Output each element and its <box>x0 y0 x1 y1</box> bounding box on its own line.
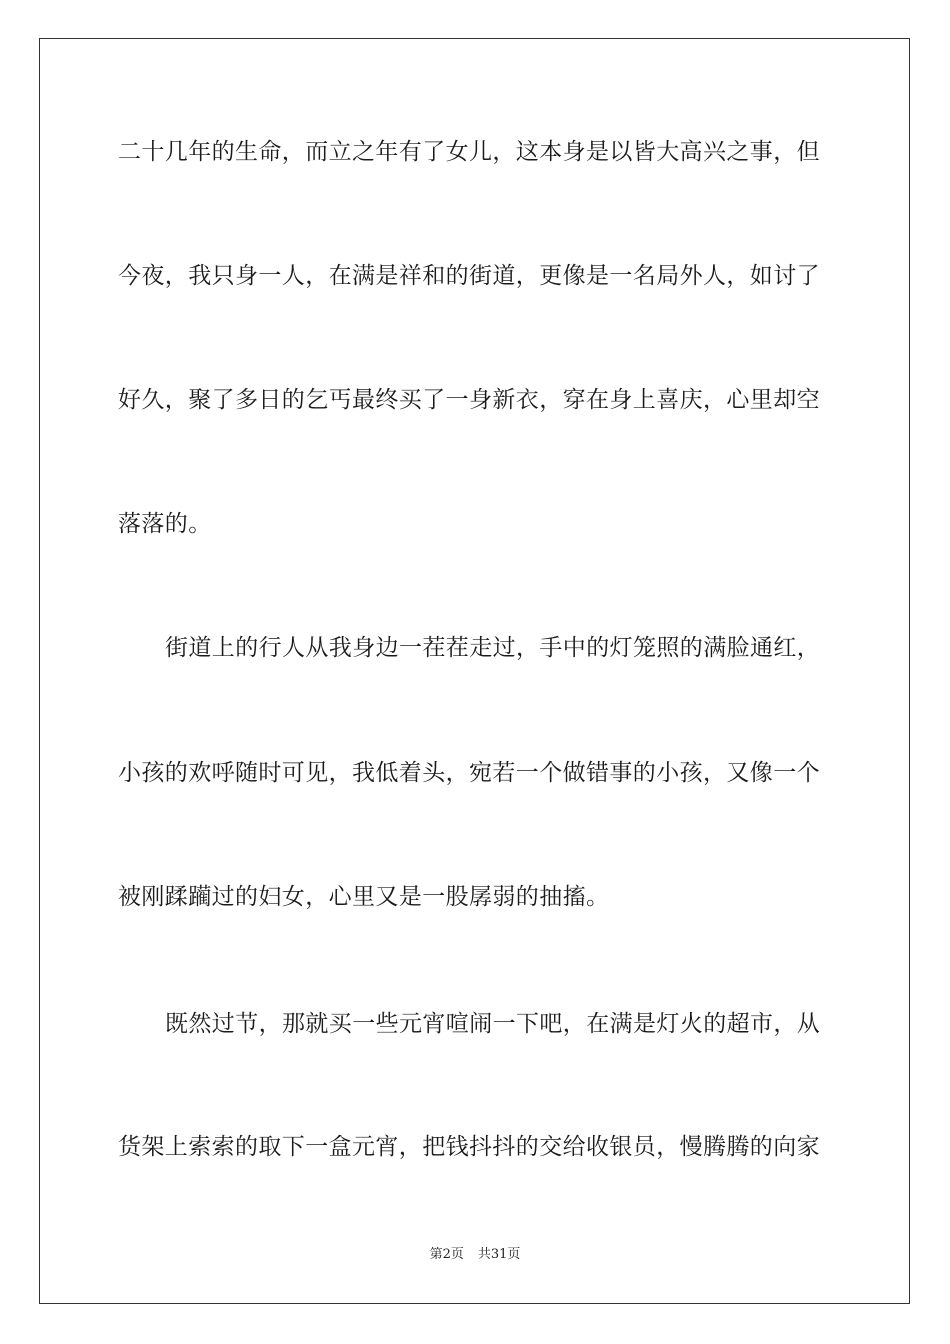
total-pages: 共31页 <box>477 1247 521 1262</box>
page-footer <box>0 1246 950 1264</box>
text-line-6: 小孩的欢呼随时可见，我低着头，宛若一个做错事的小孩，又像一个 <box>118 760 820 786</box>
text-line-2: 今夜，我只身一人，在满是祥和的街道，更像是一名局外人，如讨了 <box>118 263 820 289</box>
text-line-9: 货架上索索的取下一盒元宵，把钱抖抖的交给收银员，慢腾腾的向家 <box>118 1134 820 1160</box>
text-line-1: 二十几年的生命，而立之年有了女儿，这本身是以皆大高兴之事，但 <box>118 139 820 165</box>
text-line-4: 落落的。 <box>118 511 212 537</box>
paragraph-start-line: 街道上的行人从我身边一茬茬走过，手中的灯笼照的满脸通红， <box>165 635 821 661</box>
page-border <box>39 38 910 1304</box>
page-number: 第2页 <box>429 1247 464 1262</box>
text-line-7: 被刚蹂躏过的妇女，心里又是一股孱弱的抽搐。 <box>118 884 610 910</box>
paragraph-start-line-2: 既然过节，那就买一些元宵喧闹一下吧，在满是灯火的超市，从 <box>165 1011 821 1037</box>
text-line-3: 好久，聚了多日的乞丐最终买了一身新衣，穿在身上喜庆，心里却空 <box>118 387 820 413</box>
